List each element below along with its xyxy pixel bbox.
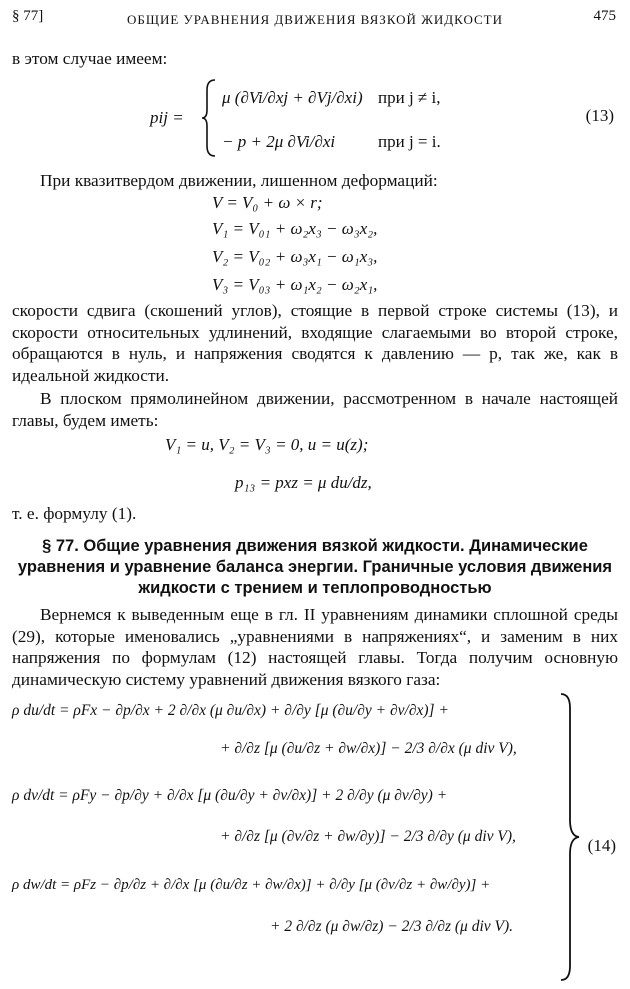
eq14-number: (14) — [587, 836, 616, 855]
brace-left-eq13 — [200, 78, 218, 158]
running-section: § 77] — [12, 8, 44, 24]
eq13-number: (13) — [585, 106, 614, 125]
eq-plane-velocity: V₁ = u, V₂ = V₃ = 0, u = u(z); — [165, 435, 369, 454]
eq14-line2: + ∂/∂z [μ (∂u/∂z + ∂w/∂x)] − 2/3 ∂/∂x (μ div V), — [220, 740, 517, 757]
running-title: ОБЩИЕ УРАВНЕНИЯ ДВИЖЕНИЯ ВЯЗКОЙ ЖИДКОСТИ — [127, 12, 503, 27]
eq-plane-stress: p₁₃ = pxz = μ du/dz, — [235, 473, 372, 492]
paragraph-dynamics: Вернемся к выведенным еще в гл. II уравнениям динамики сплошной среды (29), которые именовались „уравнениями в напряжениях“, и заменим в них напряжения по формулам (12) настоящей главы. Тогда получим основную динамическую систему уравнений движения вязкого газа: — [12, 605, 618, 689]
eq-rigid-vector: V = V₀ + ω × r; — [212, 193, 323, 212]
page-number: 475 — [593, 8, 616, 24]
paragraph-formula-ref: т. е. формулу (1). — [12, 504, 137, 523]
section-heading: § 77. Общие уравнения движения вязкой жидкости. Динамические уравнения и уравнение баланса энергии. Граничные условия движения жидкости с трением и теплопроводностью — [17, 537, 613, 597]
eq14-line3: ρ dv/dt = ρFy − ∂p/∂y + ∂/∂x [μ (∂u/∂y + ∂v/∂x)] + 2 ∂/∂y (μ ∂v/∂y) + — [12, 787, 448, 804]
eq13-row1: μ (∂Vi/∂xj + ∂Vj/∂xi) — [222, 88, 363, 107]
paragraph-rigid: При квазитвердом движении, лишенном деформаций: — [40, 171, 438, 190]
eq14-line6: + 2 ∂/∂z (μ ∂w/∂z) − 2/3 ∂/∂z (μ div V). — [270, 918, 514, 935]
eq14-line5: ρ dw/dt = ρFz − ∂p/∂z + ∂/∂x [μ (∂u/∂z + ∂w/∂x)] + ∂/∂y [μ (∂v/∂z + ∂w/∂y)] + — [12, 877, 491, 893]
brace-right-eq14 — [558, 692, 582, 982]
eq-rigid-v3: V₃ = V₀₃ + ω₁x₂ − ω₂x₁, — [212, 275, 378, 294]
eq13-row2-condition: при j = i. — [378, 132, 441, 151]
paragraph-shear: скорости сдвига (скошений углов), стоящие в первой строке системы (13), и скорости относительных удлинений, входящие слагаемыми во второй строке, обращаются в нуль, и напряжения сводятся к давлению — p, так же, как в идеальной жидкости. — [12, 301, 618, 385]
eq-rigid-v2: V₂ = V₀₂ + ω₃x₁ − ω₁x₃, — [212, 247, 378, 266]
eq13-row2: − p + 2μ ∂Vi/∂xi — [222, 132, 336, 151]
eq13-row1-condition: при j ≠ i, — [378, 88, 441, 107]
eq14-line1: ρ du/dt = ρFx − ∂p/∂x + 2 ∂/∂x (μ ∂u/∂x) + ∂/∂y [μ (∂u/∂y + ∂v/∂x)] + — [12, 702, 449, 719]
paragraph-plane: В плоском прямолинейном движении, рассмотренном в начале настоящей главы, будем иметь: — [12, 389, 618, 430]
eq-rigid-v1: V₁ = V₀₁ + ω₂x₃ − ω₃x₂, — [212, 219, 378, 238]
eq14-line4: + ∂/∂z [μ (∂v/∂z + ∂w/∂y)] − 2/3 ∂/∂y (μ div V), — [220, 828, 516, 845]
paragraph-intro: в этом случае имеем: — [12, 49, 168, 68]
eq13-lhs: pij = — [150, 108, 184, 127]
